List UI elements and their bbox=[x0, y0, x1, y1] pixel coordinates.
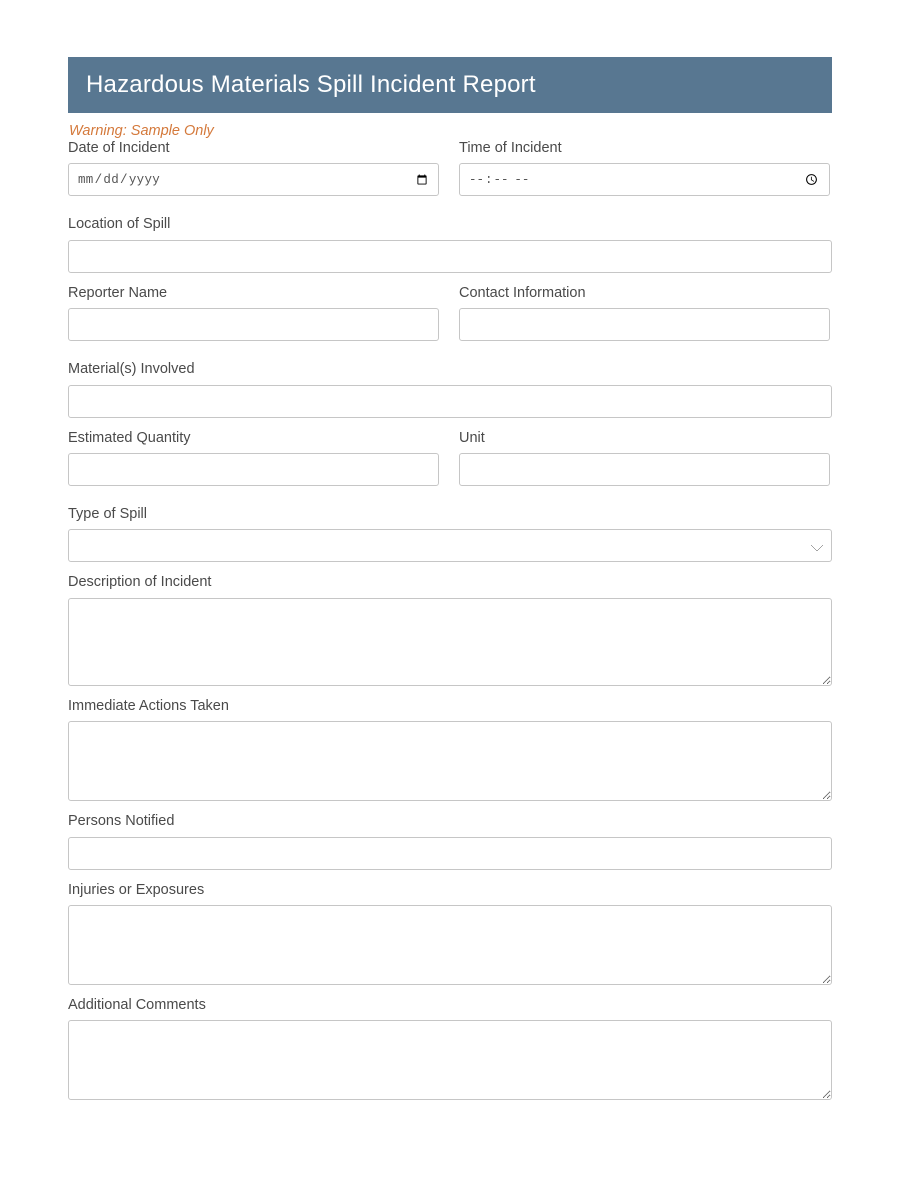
reporter-name-input[interactable] bbox=[68, 308, 439, 341]
field-persons-notified bbox=[68, 813, 832, 869]
field-reporter-name bbox=[68, 285, 439, 341]
additional-comments-textarea[interactable] bbox=[68, 1020, 832, 1100]
sample-warning: Warning: Sample Only bbox=[69, 123, 214, 139]
label-injuries-or-exposures: Injuries or Exposures bbox=[68, 881, 205, 898]
field-type-of-spill bbox=[68, 506, 832, 562]
field-unit bbox=[459, 430, 830, 486]
label-location-of-spill: Location of Spill bbox=[68, 216, 171, 233]
field-description-of-incident bbox=[68, 574, 832, 685]
immediate-actions-taken-textarea[interactable] bbox=[68, 721, 832, 801]
materials-involved-input[interactable] bbox=[68, 385, 832, 418]
label-contact-information: Contact Information bbox=[459, 284, 586, 301]
location-of-spill-input[interactable] bbox=[68, 240, 832, 273]
field-location-of-spill bbox=[68, 216, 832, 272]
label-materials-involved: Material(s) Involved bbox=[68, 361, 195, 378]
label-reporter-name: Reporter Name bbox=[68, 284, 168, 301]
label-estimated-quantity: Estimated Quantity bbox=[68, 429, 191, 446]
field-date-of-incident bbox=[68, 140, 439, 196]
unit-input[interactable] bbox=[459, 453, 830, 486]
field-time-of-incident bbox=[459, 140, 830, 196]
label-type-of-spill: Type of Spill bbox=[68, 505, 147, 522]
label-time-of-incident: Time of Incident bbox=[459, 140, 562, 156]
field-materials-involved bbox=[68, 361, 832, 417]
label-description-of-incident: Description of Incident bbox=[68, 574, 212, 591]
page-title: Hazardous Materials Spill Incident Report bbox=[86, 71, 536, 98]
row-date-time bbox=[68, 140, 832, 208]
form-header bbox=[68, 57, 832, 113]
field-estimated-quantity bbox=[68, 430, 439, 486]
persons-notified-input[interactable] bbox=[68, 837, 832, 870]
field-immediate-actions-taken bbox=[68, 698, 832, 801]
label-persons-notified: Persons Notified bbox=[68, 813, 175, 830]
estimated-quantity-input[interactable] bbox=[68, 453, 439, 486]
label-unit: Unit bbox=[459, 429, 485, 446]
field-additional-comments bbox=[68, 997, 832, 1100]
description-of-incident-textarea[interactable] bbox=[68, 598, 832, 686]
injuries-or-exposures-textarea[interactable] bbox=[68, 905, 832, 985]
label-immediate-actions-taken: Immediate Actions Taken bbox=[68, 697, 229, 714]
contact-information-input[interactable] bbox=[459, 308, 830, 341]
label-additional-comments: Additional Comments bbox=[68, 996, 206, 1013]
row-quantity-unit bbox=[68, 430, 832, 498]
row-reporter-contact bbox=[68, 285, 832, 353]
type-of-spill-select[interactable] bbox=[68, 529, 832, 562]
field-contact-information bbox=[459, 285, 830, 341]
date-of-incident-input[interactable] bbox=[68, 163, 439, 196]
field-injuries-or-exposures bbox=[68, 882, 832, 985]
time-of-incident-input[interactable] bbox=[459, 163, 830, 196]
label-date-of-incident: Date of Incident bbox=[68, 140, 170, 156]
